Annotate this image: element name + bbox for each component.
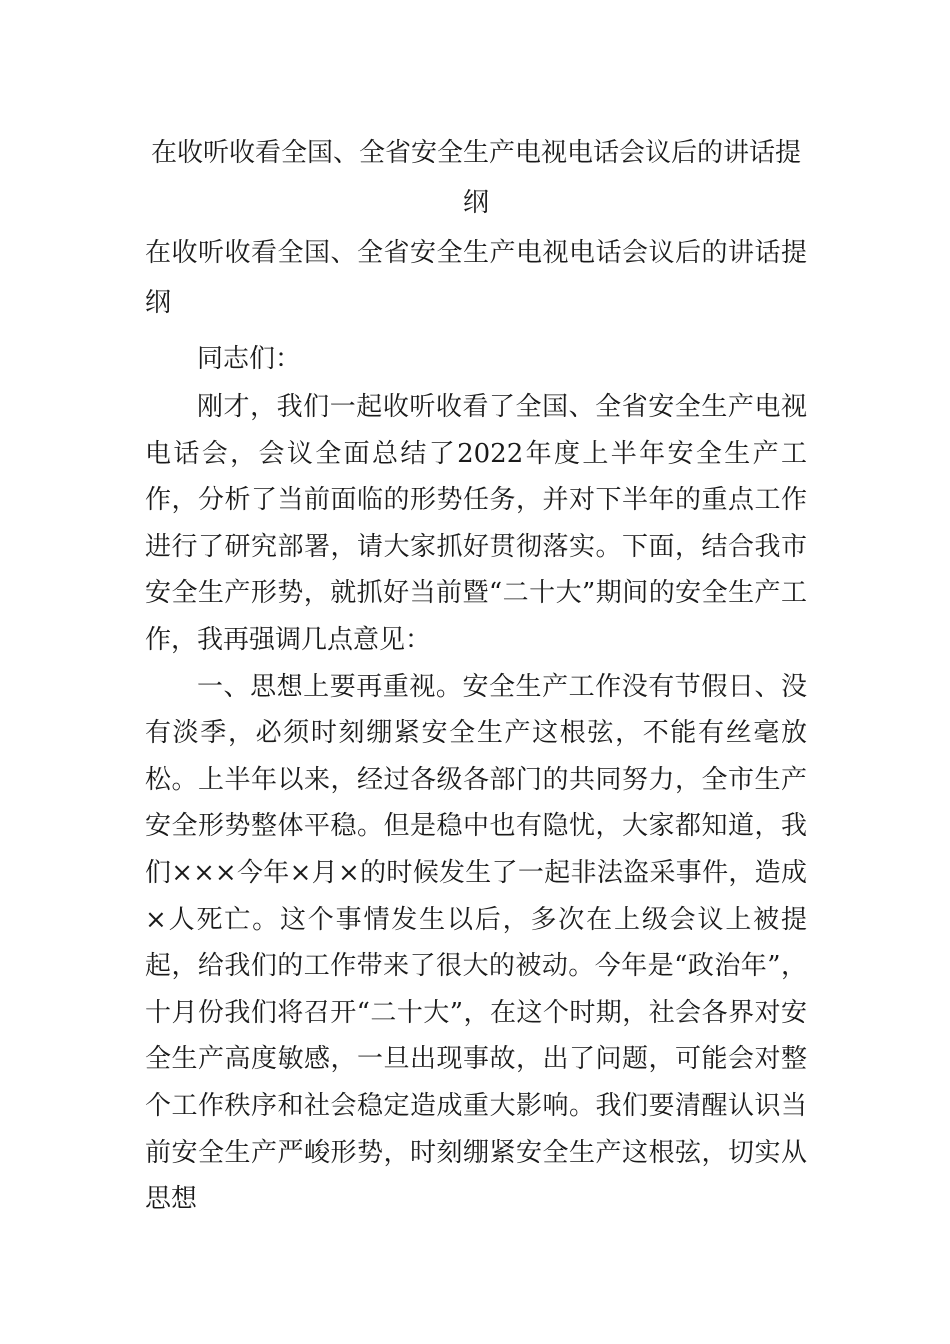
paragraph-point-one: 一、思想上要再重视。安全生产工作没有节假日、没有淡季，必须时刻绷紧安全生产这根弦，不能有丝毫放松。上半年以来，经过各级各部门的共同努力，全市生产安全形势整体平稳。但是稳中也有隐忧，大家都知道，我们×××今年×月×的时候发生了一起非法盗采事件，造成×人死亡。这个事情发生以后，多次在上级会议上被提起，给我们的工作带来了很大的被动。今年是“政治年”，十月份我们将召开“二十大”，在这个时期，社会各界对安全生产高度敏感，一旦出现事故，出了问题，可能会对整个工作秩序和社会稳定造成重大影响。我们要清醒认识当前安全生产严峻形势，时刻绷紧安全生产这根弦，切实从思想 bbox=[145, 671, 807, 1215]
document-title: 在收听收看全国、全省安全生产电视电话会议后的讲话提纲 bbox=[150, 138, 801, 218]
document-subtitle: 在收听收看全国、全省安全生产电视电话会议后的讲话提纲 bbox=[145, 238, 807, 318]
document-page bbox=[145, 128, 807, 1223]
greeting: 同志们： bbox=[197, 344, 302, 374]
paragraph-intro: 刚才，我们一起收听收看了全国、全省安全生产电视电话会，会议全面总结了2022年度上半年安全生产工作，分析了当前面临的形势任务，并对下半年的重点工作进行了研究部署，请大家抓好贯彻落实。下面，结合我市安全生产形势，就抓好当前暨“二十大”期间的安全生产工作，我再强调几点意见： bbox=[145, 392, 807, 655]
